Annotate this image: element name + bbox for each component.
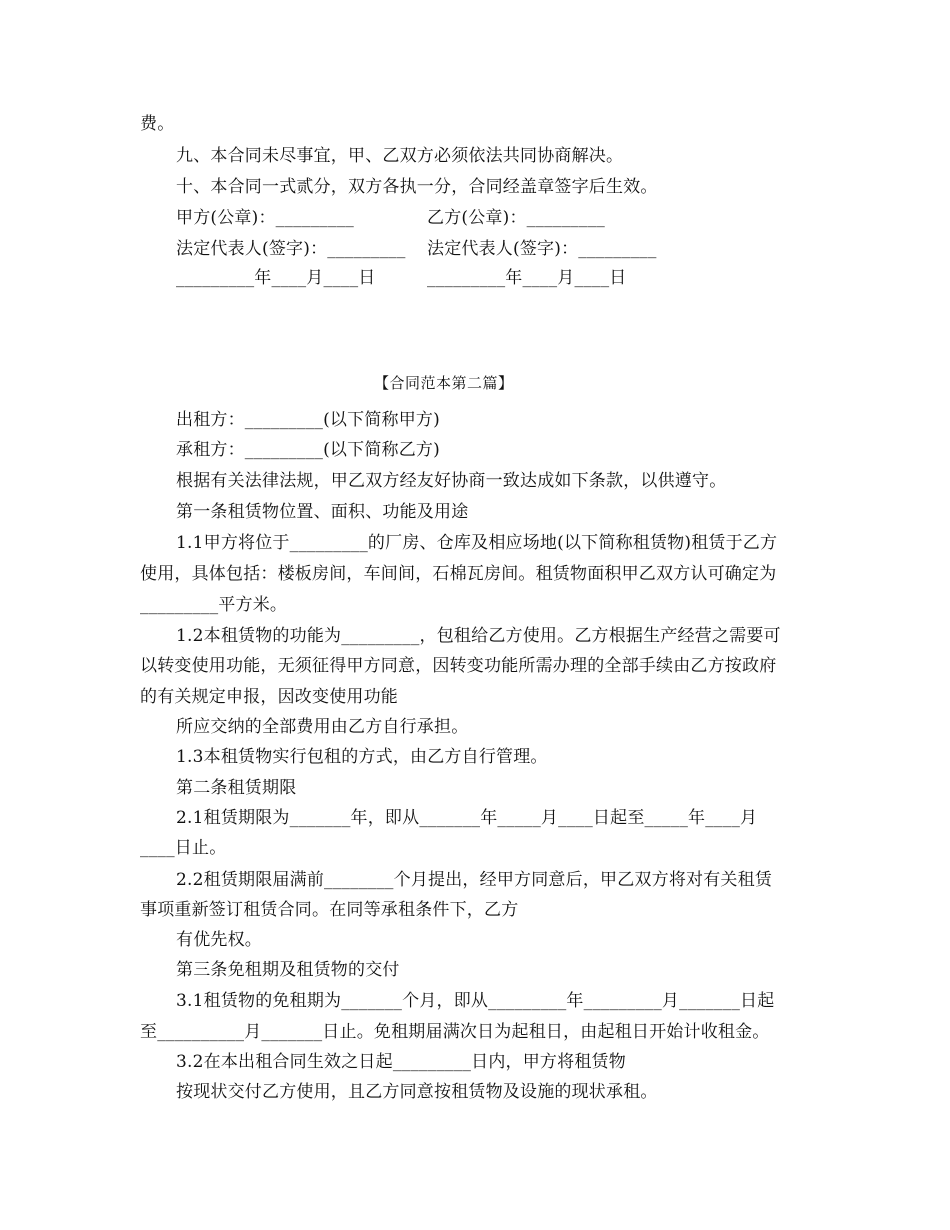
text-line: 2.2租赁期限届满前________个月提出，经甲方同意后，甲乙双方将对有关租赁 — [176, 870, 773, 890]
text-line: 十、本合同一式贰分，双方各执一分，合同经盖章签字后生效。 — [176, 177, 658, 197]
text-line: 以转变使用功能，无须征得甲方同意，因转变功能所需办理的全部手续由乙方按政府 — [140, 656, 777, 676]
text-line: 甲方(公章)：_________ — [176, 208, 354, 228]
text-line: 事项重新签订租赁合同。在同等承租条件下，乙方 — [140, 900, 519, 920]
text-line: 按现状交付乙方使用，且乙方同意按租赁物及设施的现状承租。 — [176, 1082, 658, 1102]
text-line: 根据有关法律法规，甲乙双方经友好协商一致达成如下条款，以供遵守。 — [176, 471, 727, 491]
text-line: 出租方：_________(以下简称甲方) — [176, 410, 440, 430]
text-line: 的有关规定申报，因改变使用功能 — [140, 687, 398, 707]
text-line: _________年____月____日 — [176, 268, 376, 288]
text-line: 承租方：_________(以下简称乙方) — [176, 440, 440, 460]
text-line: 3.1租赁物的免租期为_______个月，即从_________年_________月_______日起 — [176, 991, 775, 1011]
text-line: _________年____月____日 — [427, 268, 627, 288]
text-line: 1.3本租赁物实行包租的方式，由乙方自行管理。 — [176, 747, 548, 767]
text-line: 九、本合同未尽事宜，甲、乙双方必须依法共同协商解决。 — [176, 146, 624, 166]
text-line: 法定代表人(签字)：_________ — [176, 239, 406, 259]
section-title: 【合同范本第二篇】 — [374, 374, 514, 392]
text-line: 所应交纳的全部费用由乙方自行承担。 — [176, 717, 469, 737]
text-line: 第一条租赁物位置、面积、功能及用途 — [176, 502, 469, 522]
text-line: 1.1甲方将位于_________的厂房、仓库及相应场地(以下简称租赁物)租赁于乙方 — [176, 533, 778, 553]
text-line: 1.2本租赁物的功能为_________，包租给乙方使用。乙方根据生产经营之需要可 — [176, 626, 781, 646]
text-line: ____日止。 — [140, 838, 227, 858]
text-line: 费。 — [140, 114, 175, 134]
text-line: 3.2在本出租合同生效之日起_________日内，甲方将租赁物 — [176, 1052, 626, 1072]
text-line: 有优先权。 — [176, 930, 262, 950]
text-line: 第二条租赁期限 — [176, 778, 297, 798]
text-line: 法定代表人(签字)：_________ — [427, 239, 657, 259]
text-line: 使用，具体包括：楼板房间，车间间，石棉瓦房间。租赁物面积甲乙双方认可确定为 — [140, 564, 777, 584]
text-line: 至__________月_______日止。免租期届满次日为起租日，由起租日开始计收租金。 — [140, 1022, 770, 1042]
text-line: 第三条免租期及租赁物的交付 — [176, 960, 400, 980]
text-line: _________平方米。 — [140, 595, 288, 615]
text-line: 2.1租赁期限为_______年，即从_______年_____月____日起至_____年____月 — [176, 808, 758, 828]
text-line: 乙方(公章)：_________ — [427, 208, 605, 228]
